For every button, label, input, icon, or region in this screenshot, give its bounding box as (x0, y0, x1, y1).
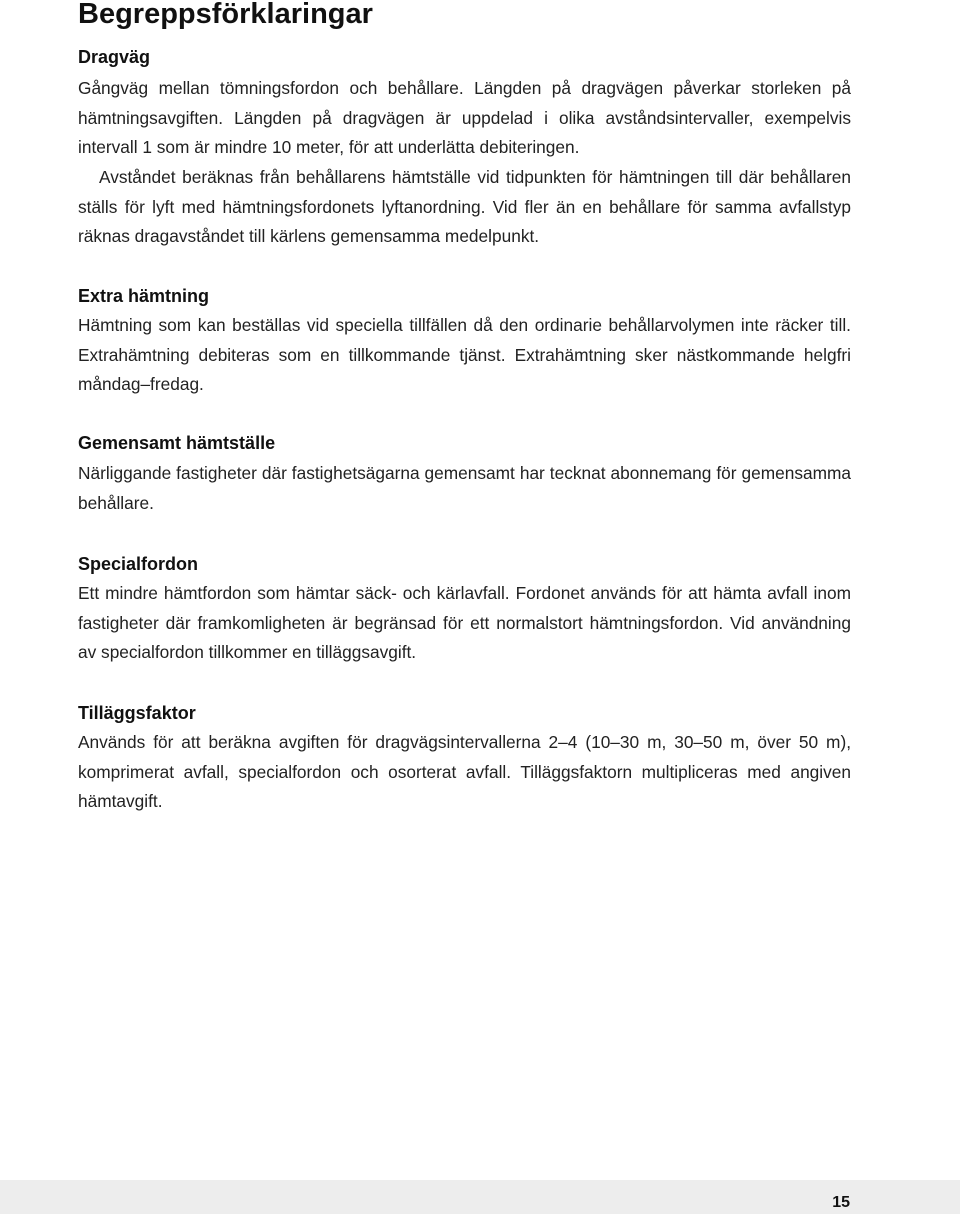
definition-extra-hamtning: Hämtning som kan beställas vid speciella tillfällen då den ordinarie behållarvolymen inte räcker till. Extrahämtning debiteras som en tillkommande tjänst. Extrahämtning sker nästkommande helgfri måndag–fredag. (78, 315, 851, 394)
footer-band (0, 1180, 960, 1214)
page-title: Begreppsförklaringar (78, 0, 373, 30)
definition-dragvag-p1: Gångväg mellan tömningsfordon och behållare. Längden på dragvägen påverkar storleken på hämtningsavgiften. Längden på dragvägen är uppdelad i olika avståndsintervaller, exempelvis intervall 1 som är mindre 10 meter, för att underlätta debiteringen. (78, 78, 851, 157)
definition-tillaggsfaktor: Används för att beräkna avgiften för dragvägsintervallerna 2–4 (10–30 m, 30–50 m, över 50 m), komprimerat avfall, specialfordon och osorterat avfall. Tilläggsfaktorn multipliceras med angiven hämtavgift. (78, 732, 851, 811)
term-heading-dragvag: Dragväg (78, 47, 151, 67)
term-heading-extra-hamtning: Extra hämtning (78, 286, 210, 306)
term-heading-gemensamt-hamtstalle: Gemensamt hämtställe (78, 433, 276, 453)
term-heading-tillaggsfaktor: Tilläggsfaktor (78, 703, 196, 723)
definition-dragvag-p2: Avståndet beräknas från behållarens hämtställe vid tidpunkten för hämtningen till där behållaren ställs för lyft med hämtningsfordonets lyftanordning. Vid fler än en behållare för samma avfallstyp räknas dragavståndet till kärlens gemensamma medelpunkt. (78, 167, 851, 246)
definition-specialfordon: Ett mindre hämtfordon som hämtar säck- och kärlavfall. Fordonet används för att hämta avfall inom fastigheter där framkomligheten är begränsad för ett normalstort hämtningsfordon. Vid användning av specialfordon tillkommer en tilläggsavgift. (78, 583, 851, 662)
page-number: 15 (832, 1194, 850, 1211)
term-heading-specialfordon: Specialfordon (78, 554, 199, 574)
definition-gemensamt-hamtstalle: Närliggande fastigheter där fastighetsägarna gemensamt har tecknat abonnemang för gemensamma behållare. (78, 463, 851, 513)
